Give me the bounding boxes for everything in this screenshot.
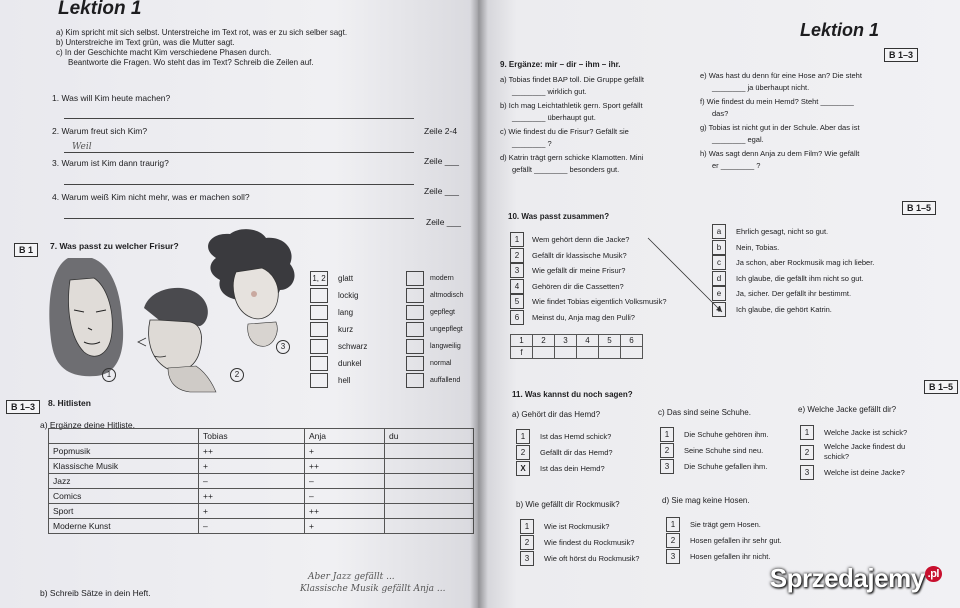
hand-note-2: Klassische Musik gefällt Anja ... [300,584,446,594]
word: ungepflegt [430,326,463,333]
grid-head-row [511,335,643,347]
ex11-group-c [660,426,769,474]
cell: – [305,489,385,504]
grid-cell: 4 [577,335,599,347]
choice-text: Gefällt dir das Hemd? [540,447,613,457]
ex9-left-items [500,74,700,175]
word: schwarz [338,342,368,351]
label-2: 2 [230,368,244,382]
badge-b1-5: B 1–5 [902,201,936,215]
cell[interactable] [385,504,474,519]
ex11-group-a-head: a) Gehört dir das Hemd? [512,410,601,419]
table-row [49,519,474,534]
choice-box[interactable]: 1 [666,517,680,532]
cell[interactable] [385,489,474,504]
answer-box[interactable] [406,322,424,337]
letter-box: f [712,302,726,317]
word: langweilig [430,343,461,350]
ex9-item: h) Was sagt denn Anja zu dem Film? Wie gefällt [700,149,860,158]
cell: + [199,504,305,519]
choice-text: Welche Jacke ist schick? [824,427,908,437]
cell: – [305,474,385,489]
table-row [49,459,474,474]
ex11-group-c-head: c) Das sind seine Schuhe. [658,408,751,417]
list-item: Wem gehört denn die Jacke? [532,235,630,245]
header-cell: Anja [305,429,385,444]
choice-text: Hosen gefallen ihr sehr gut. [690,535,782,545]
right-page [478,0,960,608]
answer-box[interactable] [406,373,424,388]
answer-box[interactable] [406,356,424,371]
choice-text: Die Schuhe gehören ihm. [684,429,769,439]
ex11-group-b-head: b) Wie gefällt dir Rockmusik? [516,500,620,509]
choice-box[interactable]: 3 [800,465,814,480]
grid-cell[interactable] [555,347,577,359]
question-2: 2. Warum freut sich Kim? [52,126,148,136]
ex10-right-list [712,224,874,317]
ex9-item: c) Wie findest du die Frisur? Gefällt sie [500,127,629,136]
choice-box[interactable]: X [516,461,530,476]
ex9-item: e) Was hast du denn für eine Hose an? Die steht [700,71,862,80]
badge-b1-3: B 1–3 [6,400,40,414]
word: modern [430,275,454,282]
instructions [56,28,456,68]
choice-text: Die Schuhe gefallen ihm. [684,461,768,471]
answer-line-1[interactable] [64,118,414,119]
ex8-sub-a: a) Ergänze deine Hitliste. [40,420,135,430]
list-item: Ja schon, aber Rockmusik mag ich lieber. [736,258,875,268]
answer-box[interactable] [310,322,328,337]
cell[interactable] [385,444,474,459]
grid-cell[interactable] [533,347,555,359]
word: lang [338,308,354,317]
badge-b1-5-ex11: B 1–5 [924,380,958,394]
cell[interactable] [385,474,474,489]
answer-grid [510,334,643,359]
cell: + [305,444,385,459]
list-item: Nein, Tobias. [736,242,780,252]
label-3: 3 [276,340,290,354]
choice-box[interactable]: 2 [666,533,680,548]
choice-box[interactable]: 2 [800,445,814,460]
badge-b1-3-right: B 1–3 [884,48,918,62]
ex9-item[interactable]: ________ wirklich gut. [512,86,587,96]
word: auffallend [430,377,461,384]
word: altmodisch [430,292,464,299]
ex11-group-b [520,518,639,566]
answer-box[interactable] [310,339,328,354]
grid-cell[interactable]: f [511,347,533,359]
choice-box[interactable]: 1 [800,425,814,440]
list-item: Gefällt dir klassische Musik? [532,250,627,260]
cell: Klassische Musik [49,459,199,474]
cell[interactable] [385,459,474,474]
choice-text: Wie oft hörst du Rockmusik? [544,553,640,563]
ex11-group-e-head: e) Welche Jacke gefällt dir? [798,405,897,414]
ex9-right-items [700,70,900,171]
choice-text: Seine Schuhe sind neu. [684,445,764,455]
ex7-title: 7. Was passt zu welcher Frisur? [50,241,179,251]
ex7-words-col1 [310,270,367,389]
choice-text: Welche ist deine Jacke? [824,467,905,477]
table-row [49,474,474,489]
list-item: Ich glaube, die gefällt ihm nicht so gut. [736,273,864,283]
cell: Sport [49,504,199,519]
cell: Moderne Kunst [49,519,199,534]
grid-cell[interactable] [599,347,621,359]
letter-box: c [712,255,726,270]
list-item: Gehören dir die Cassetten? [532,281,624,291]
table-row [49,504,474,519]
choice-text: Wie ist Rockmusik? [544,521,610,531]
choice-box[interactable]: 3 [660,459,674,474]
ex9-item[interactable]: ________ ? [512,138,552,148]
ex7-words-col2 [406,270,463,389]
cell: Comics [49,489,199,504]
ex11-group-e [800,424,950,480]
answer-box[interactable] [406,288,424,303]
table-row [49,444,474,459]
grid-cell[interactable] [621,347,643,359]
number-box: 5 [510,294,524,309]
cell: ++ [199,489,305,504]
choice-text: Welche Jacke findest du schick? [824,442,906,461]
number-box: 3 [510,263,524,278]
number-box: 2 [510,248,524,263]
left-page-title: Lektion 1 [58,0,142,19]
word: lockig [338,291,359,300]
hitlist-table [48,428,474,534]
letter-box: d [712,271,726,286]
question-4: 4. Warum weiß Kim nicht mehr, was er machen soll? [52,192,250,202]
choice-box[interactable]: 1 [520,519,534,534]
answer-box[interactable]: 1, 2 [310,271,328,286]
grid-cell: 2 [533,335,555,347]
watermark-text: Sprzedajemy [769,563,925,593]
grid-cell: 3 [555,335,577,347]
number-box: 4 [510,279,524,294]
answer-line-2[interactable] [64,152,414,153]
left-page [0,0,478,608]
ex9-item[interactable]: ________ ja überhaupt nicht. [712,82,810,92]
choice-box[interactable]: 1 [516,429,530,444]
choice-text: Hosen gefallen ihr nicht. [690,551,771,561]
ex9-item: b) Ich mag Leichtathletik gern. Sport gefällt [500,101,643,110]
answer-box[interactable] [406,339,424,354]
header-cell [49,429,199,444]
cell: + [305,519,385,534]
choice-box[interactable]: 3 [666,549,680,564]
ex9-item[interactable]: ________ überhaupt gut. [512,112,596,122]
ex11-title: 11. Was kannst du noch sagen? [512,390,633,399]
cell: – [199,519,305,534]
ex9-item: das? [712,108,729,118]
ex11-group-d-head: d) Sie mag keine Hosen. [662,496,750,505]
cell: ++ [305,459,385,474]
hairstyle-illustration [40,228,310,393]
list-item: Wie findet Tobias eigentlich Volksmusik? [532,297,667,307]
ex9-item[interactable]: ________ egal. [712,134,764,144]
letter-box: b [712,240,726,255]
cell[interactable] [385,519,474,534]
ex9-item: a) Tobias findet BAP toll. Die Gruppe gefällt [500,75,644,84]
cell: Jazz [49,474,199,489]
ex11-group-d [666,516,782,564]
zeile-3: Zeile ___ [424,156,459,166]
ex9-item[interactable]: er ________ ? [712,160,761,170]
list-item: Ja, sicher. Der gefällt ihr bestimmt. [736,289,852,299]
zeile-2: Zeile 2-4 [424,126,458,136]
instruction-a: a) Kim spricht mit sich selbst. Unterstreiche im Text rot, was er zu sich selber sagt. [56,28,348,37]
watermark-suffix: .pl [925,566,942,582]
zeile-3b: Zeile ___ [424,186,459,196]
badge-b1: B 1 [14,243,38,257]
number-box: 1 [510,232,524,247]
answer-line-4[interactable] [64,218,414,219]
letter-box: e [712,286,726,301]
choice-text: Ist das Hemd schick? [540,431,612,441]
table-header-row [49,429,474,444]
grid-answer-row [511,347,643,359]
grid-cell: 5 [599,335,621,347]
cell: ++ [199,444,305,459]
ex10-title: 10. Was passt zusammen? [508,212,610,221]
list-item: Ich glaube, die gehört Katrin. [736,304,832,314]
ex9-item: g) Tobias ist nicht gut in der Schule. Aber das ist [700,123,860,132]
grid-cell: 6 [621,335,643,347]
number-box: 6 [510,310,524,325]
answer-box[interactable] [406,271,424,286]
cell: Popmusik [49,444,199,459]
answer-box[interactable] [310,305,328,320]
list-item: Ehrlich gesagt, nicht so gut. [736,227,829,237]
choice-box[interactable]: 3 [520,551,534,566]
answer-box[interactable] [310,288,328,303]
book-gutter [470,0,488,608]
instruction-c: c) In der Geschichte macht Kim verschiedene Phasen durch. [56,48,272,57]
label-1: 1 [102,368,116,382]
list-item: Meinst du, Anja mag den Pulli? [532,312,635,322]
word: hell [338,376,351,385]
choice-text: Sie trägt gern Hosen. [690,519,761,529]
ex10-left-list [510,232,667,325]
cell: + [199,459,305,474]
word: gepflegt [430,309,455,316]
ex9-item[interactable]: gefällt ________ besonders gut. [512,164,620,174]
ex11-group-a [516,428,613,476]
answer-box[interactable] [406,305,424,320]
answer-box[interactable] [310,373,328,388]
choice-box[interactable]: 2 [516,445,530,460]
header-cell: du [385,429,474,444]
choice-box[interactable]: 2 [520,535,534,550]
letter-box: a [712,224,726,239]
word: normal [430,360,452,367]
instruction-b: b) Unterstreiche im Text grün, was die Mutter sagt. [56,38,235,47]
watermark-logo [770,563,942,594]
choice-box[interactable]: 2 [660,443,674,458]
zeile-4: Zeile ___ [426,217,461,227]
hand-note-1: Aber Jazz gefällt ... [308,572,395,582]
instruction-c-2: Beantworte die Fragen. Wo steht das im Text? Schreib die Zeilen auf. [68,58,314,67]
table-row [49,489,474,504]
word: kurz [338,325,354,334]
word: dunkel [338,359,362,368]
header-cell: Tobias [199,429,305,444]
answer-line-3[interactable] [64,184,414,185]
question-1: 1. Was will Kim heute machen? [52,93,171,103]
ex9-item: d) Katrin trägt gern schicke Klamotten. Mini [500,153,644,162]
grid-cell: 1 [511,335,533,347]
cell: ++ [305,504,385,519]
choice-text: Ist das dein Hemd? [540,463,605,473]
right-page-title: Lektion 1 [800,20,880,40]
ex9-item[interactable]: f) Wie findest du mein Hemd? Steht ________ [700,97,854,106]
list-item: Wie gefällt dir meine Frisur? [532,266,626,276]
word: glatt [338,274,354,283]
question-3: 3. Warum ist Kim dann traurig? [52,158,169,168]
answer-weil: Weil [72,142,92,152]
choice-box[interactable]: 1 [660,427,674,442]
cell: – [199,474,305,489]
ex9-title: 9. Ergänze: mir – dir – ihm – ihr. [500,60,621,69]
choice-text: Wie findest du Rockmusik? [544,537,635,547]
ex8-sub-b: b) Schreib Sätze in dein Heft. [40,588,151,598]
answer-box[interactable] [310,356,328,371]
ex8-title: 8. Hitlisten [48,398,91,408]
grid-cell[interactable] [577,347,599,359]
